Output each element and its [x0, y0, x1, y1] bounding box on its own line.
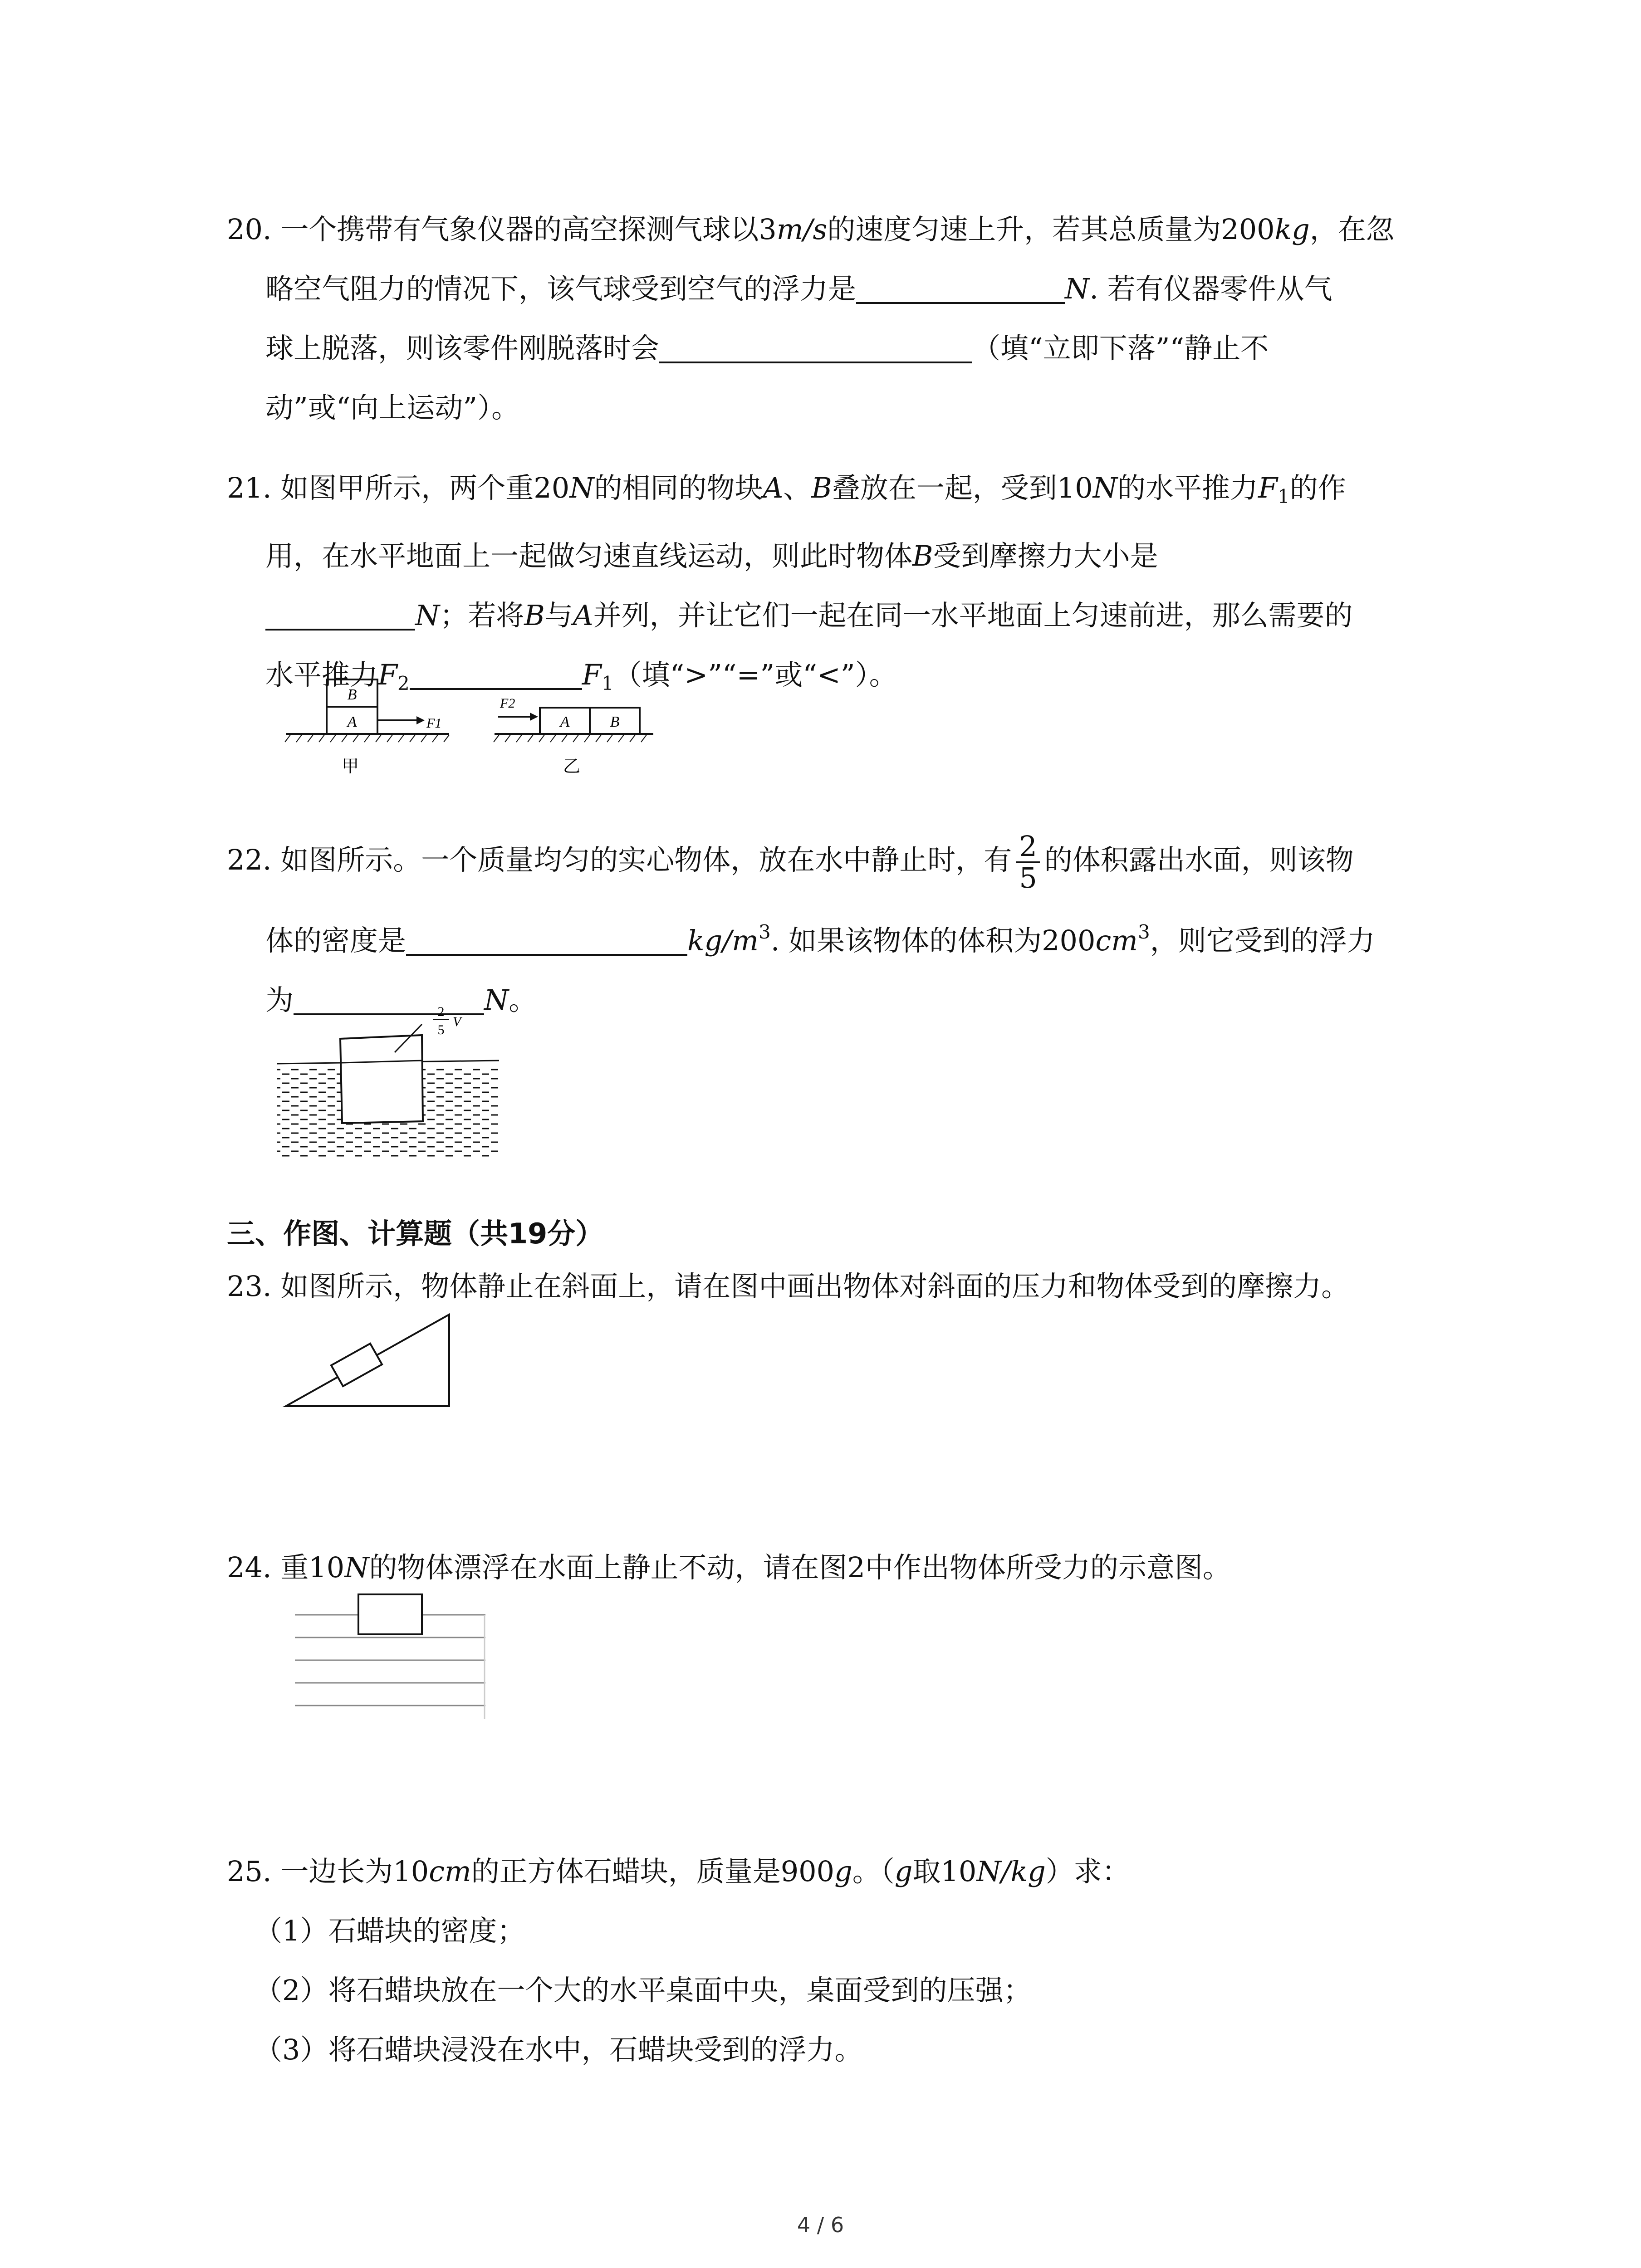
question-24: 24. 重10N的物体漂浮在水面上静止不动，请在图2中作出物体所受力的示意图。 [227, 1551, 1231, 1584]
label-b: B [347, 686, 357, 703]
floating-object [358, 1594, 422, 1634]
subquestion-2: （2）将石蜡块放在一个大的水平桌面中央，桌面受到的压强； [254, 1974, 1032, 2007]
fig-fraction-num: 2 [437, 1004, 445, 1019]
label-b2: B [610, 714, 620, 730]
question-22: 22. 如图所示。一个质量均匀的实心物体，放在水中静止时，有 $\frac{2}{5}$ 的体积露出水面，则该物 体的密度是 $kg/m^3$. 如果该物体的体积为$200cm^3$，则它受到的浮力 为 N。 [227, 829, 1375, 1017]
question-20: 20. 一个携带有气象仪器的高空探测气球以3m/s的速度匀速上升，若其总质量为200kg，在忽 略空气阻力的情况下，该气球受到空气的浮力是 N. 若有仪器零件从气 球上脱落，则该零件刚脱落时会 （填“立即下落”“静止不 动”或“向上运动”）。 [227, 213, 1394, 424]
subquestion-1: （1）石蜡块的密度； [254, 1914, 525, 1947]
floating-block-diagram [272, 1002, 508, 1161]
label-a2: A [560, 714, 570, 730]
floating-block [340, 1035, 423, 1123]
fraction-two-fifths: $\frac{2}{5}$ [1016, 831, 1039, 893]
label-yi: 乙 [563, 757, 581, 776]
label-f2: F2 [500, 696, 515, 711]
answer-blank[interactable] [856, 272, 1065, 304]
subquestion-3: （3）将石蜡块浸没在水中，石蜡块受到的浮力。 [254, 2033, 863, 2066]
fig-volume-v: V [453, 1014, 461, 1029]
label-a: A [347, 714, 357, 730]
page-number: 4 / 6 [797, 2213, 844, 2237]
question-25: 25. 一边长为10cm的正方体石蜡块，质量是900g。（g取10N/kg）求： （1）石蜡块的密度； （2）将石蜡块放在一个大的水平桌面中央，桌面受到的压强； （3）将石蜡块浸没在水中，石蜡块受到的浮力。 [227, 1842, 1452, 2079]
section-heading: 三、作图、计算题（共19分） [227, 1217, 604, 1250]
answer-blank[interactable] [265, 599, 415, 631]
block-on-incline [331, 1344, 382, 1386]
label-jia: 甲 [341, 757, 359, 776]
question-21: 21. 如图甲所示，两个重20N的相同的物块A、B叠放在一起，受到10N的水平推力$F_1$的作 用，在水平地面上一起做匀速直线运动，则此时物体B受到摩擦力大小是 N；若将B与A并列，并让它们一起在同一水平地面上匀速前进，那么需要的 水平推力$F_2$ $F_1$（填“>”“=”或“<”）。 [227, 471, 1353, 694]
incline-diagram [281, 1311, 463, 1415]
friction-blocks-diagram [272, 671, 681, 789]
label-f1: F1 [426, 716, 442, 731]
answer-blank[interactable] [406, 924, 687, 956]
floating-object-diagram [290, 1579, 495, 1728]
question-23: 23. 如图所示，物体静止在斜面上，请在图中画出物体对斜面的压力和物体受到的摩擦力。 [227, 1270, 1350, 1303]
figure-yi [494, 696, 653, 776]
answer-blank[interactable] [659, 332, 972, 363]
fig-fraction-den: 5 [437, 1022, 445, 1037]
figure-jia [285, 679, 449, 776]
